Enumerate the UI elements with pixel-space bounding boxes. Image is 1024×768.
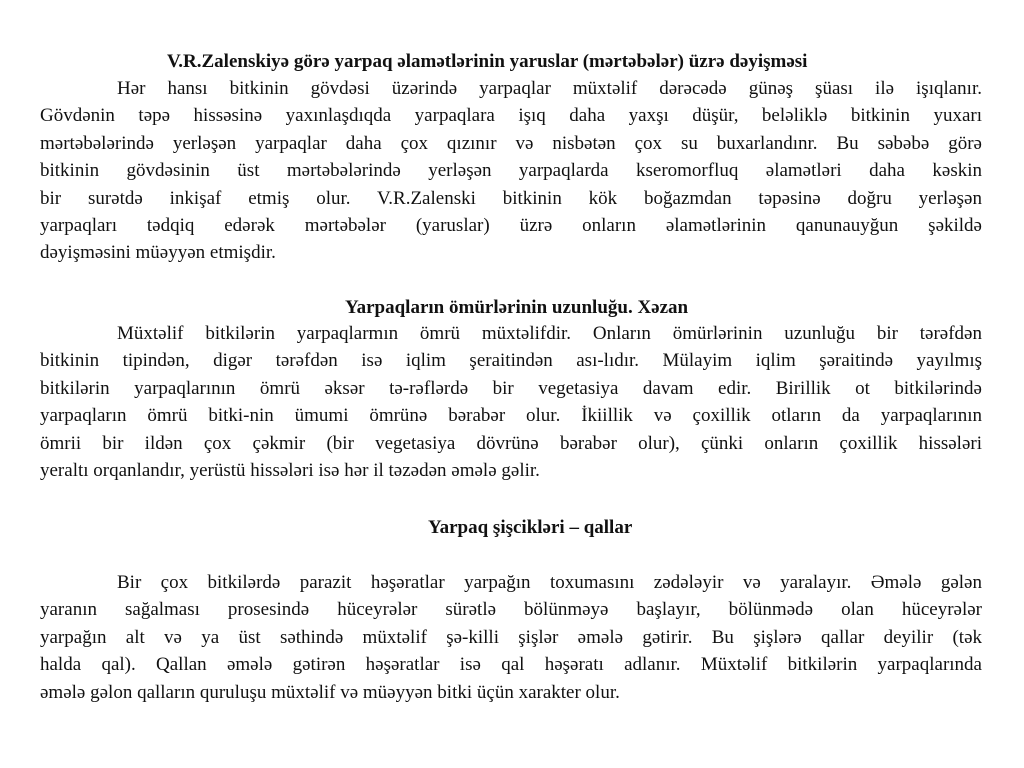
text-line: Müxtəlif bitkilərin yarpaqlarmın ömrü müxtəlifdir. Onların ömürlərinin uzunluğu bir tərəfdən [117,323,982,344]
section-heading-leaf-lifespan: Yarpaqların ömürlərinin uzunluğu. Xəzan [345,297,689,318]
text-line: ömrii bir ildən çox çəkmir (bir vegetasiya dövrünə bərabər olur), çünki onların çoxillik hissələri [40,432,982,454]
paragraph-galls [40,569,982,706]
text-line: yaranın sağalması prosesində hüceyrələr sürətlə bölünməyə başlayır, bölünmədə olan hüceyrələr [40,599,982,621]
text-line: mərtəbələrində yerləşən yarpaqlar daha çox qızınır və nisbətən çox su buxarlandınr. Bu səbəbə görə [40,132,982,154]
text-line: bitkilərin yarpaqlarının ömrü əksər tə-rəflərdə bir vegetasiya davam edir. Birillik ot bitkilərində [40,377,982,399]
text-line: bir surətdə inkişaf etmiş olur. V.R.Zalenski bitkinin kök boğazmdan təpəsinə doğru yerləşən [40,187,982,209]
text-line: bitkinin gövdəsinin üst mərtəbələrində yerləşən yarpaqlarda kseromorfluq əlamətləri daha kəskin [40,160,982,182]
section-heading-zalenski: V.R.Zalenskiyə görə yarpaq əlamətlərinin yaruslar (mərtəbələr) üzrə dəyişməsi [167,51,808,72]
text-line: dəyişməsini müəyyən etmişdir. [40,242,276,264]
paragraph-zalenski [40,75,982,267]
text-line: Bir çox bitkilərdə parazit həşəratlar yarpağın toxumasını zədələyir və yaralayır. Əmələ gələn [117,572,982,593]
text-line: yeraltı orqanlandır, yerüstü hissələri isə hər il təzədən əmələ gəlir. [40,459,540,481]
text-line: yarpaqların ömrü bitki-nin ümumi ömrünə bərabər olur. İkiillik və çoxillik otların da yarpaqlarının [40,405,982,427]
text-line: yarpağın alt və ya üst səthində müxtəlif şə-killi şişlər əmələ gətirir. Bu şişlərə qallar deyilir (tək [40,626,982,648]
text-line: bitkinin tipindən, digər tərəfdən isə iqlim şeraitindən ası-lıdır. Mülayim iqlim şəraitində yayılmış [40,350,982,372]
text-line: Gövdənin təpə hissəsinə yaxınlaşdıqda yarpaqlara işıq daha yaxşı düşür, beləliklə bitkinin yuxarı [40,105,982,127]
text-line: əmələ gəlon qalların quruluşu müxtəlif və müəyyən bitki üçün xarakter olur. [40,681,620,703]
text-line: yarpaqları tədqiq edərək mərtəbələr (yaruslar) üzrə onların əlamətlərinin qanunauyğun şəkildə [40,214,982,236]
paragraph-leaf-lifespan [40,320,982,484]
section-heading-galls: Yarpaq şişcikləri – qallar [428,517,633,538]
text-line: Hər hansı bitkinin gövdəsi üzərində yarpaqlar müxtəlif dərəcədə günəş şüası ilə işıqlanır. [117,78,982,99]
text-line: halda qal). Qallan əmələ gətirən həşəratlar isə qal həşəratı adlanır. Müxtəlif bitkilərin yarpaqlarında [40,654,982,676]
